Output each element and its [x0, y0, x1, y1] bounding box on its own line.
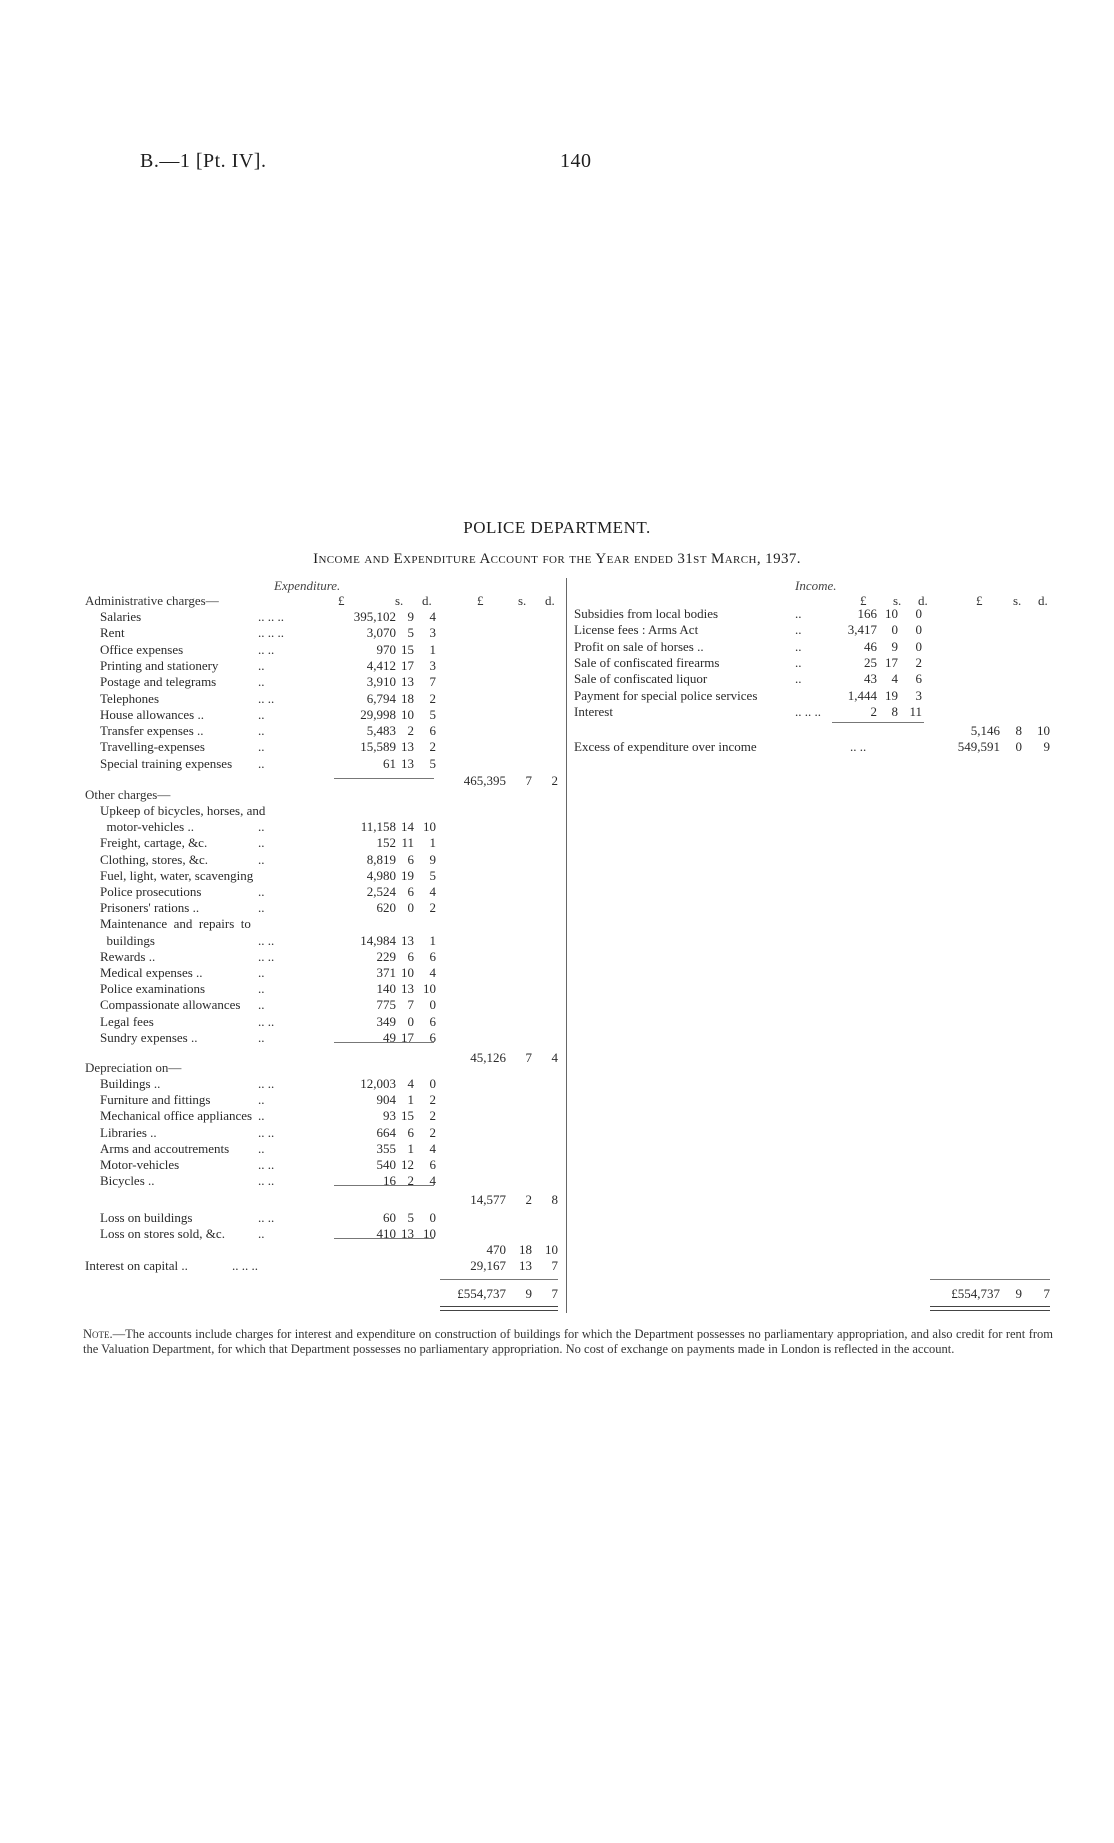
label: Loss on stores sold, &c.	[100, 1226, 225, 1241]
pounds: 60	[383, 1210, 396, 1225]
pounds: 6,794	[366, 690, 396, 706]
leader-dots: ..	[258, 1092, 265, 1108]
pounds: 8,819	[366, 851, 396, 867]
shillings: 18	[401, 690, 414, 706]
loss-subtotal-rule	[334, 1238, 434, 1239]
other-charge-row	[0, 900, 1114, 916]
shillings: 9	[525, 1286, 532, 1301]
pounds: 229	[376, 948, 396, 964]
leader-dots: ..	[795, 671, 802, 687]
shillings: 15	[401, 1108, 414, 1124]
depreciation-row	[0, 1092, 1114, 1108]
label: Loss on buildings	[100, 1210, 193, 1225]
shillings: 8	[1015, 723, 1022, 738]
pounds: 14,984	[360, 932, 396, 948]
label: House allowances ..	[100, 706, 204, 722]
depreciation-total-row	[0, 1192, 1114, 1208]
inc-col-shillings: s.	[893, 593, 902, 608]
leader-dots: .. ..	[258, 1157, 275, 1172]
pence: 4	[429, 1140, 436, 1156]
pounds: 16	[383, 1173, 396, 1189]
expenditure-heading: Expenditure.	[274, 578, 341, 593]
pence: 2	[429, 1092, 436, 1108]
label: Transfer expenses ..	[100, 723, 204, 739]
shillings: 5	[407, 1210, 414, 1225]
shillings: 8	[891, 703, 898, 719]
shillings: 10	[401, 965, 414, 980]
pence: 10	[423, 981, 436, 997]
pounds: 45,126	[470, 1050, 506, 1065]
other-charge-row	[0, 981, 1114, 997]
shillings: 19	[885, 687, 898, 703]
pounds: 2,524	[366, 884, 396, 899]
pounds: 152	[376, 835, 396, 851]
shillings: 0	[407, 1013, 414, 1029]
pence: 2	[429, 690, 436, 706]
pence: 1	[429, 835, 436, 851]
pence: 3	[429, 657, 436, 673]
label: Medical expenses ..	[100, 965, 203, 980]
other-charge-row	[0, 803, 1114, 819]
pence: 4	[429, 884, 436, 899]
leader-dots: ..	[258, 706, 265, 722]
shillings: 6	[407, 948, 414, 964]
exp-total-col-pence: d.	[545, 593, 555, 608]
pence: 4	[429, 609, 436, 624]
pence: 1	[429, 932, 436, 948]
other-charge-row	[0, 1030, 1114, 1046]
label: Payment for special police services	[574, 687, 758, 703]
label: Postage and telegrams	[100, 674, 217, 690]
pence: 6	[429, 723, 436, 739]
pounds: 3,070	[366, 625, 396, 641]
pence: 10	[1037, 723, 1050, 738]
pence: 7	[1043, 1286, 1050, 1301]
pounds: 4,412	[366, 657, 396, 673]
shillings: 2	[407, 723, 414, 739]
page-title: POLICE DEPARTMENT.	[463, 518, 651, 537]
excess-label: Excess of expenditure over income	[574, 739, 757, 754]
shillings: 10	[885, 606, 898, 621]
pounds: 970	[376, 641, 396, 657]
label: Freight, cartage, &c.	[100, 835, 208, 851]
leader-dots: ..	[258, 851, 265, 867]
leader-dots: ..	[795, 606, 802, 621]
other-charge-row	[0, 868, 1114, 884]
pounds: 540	[376, 1157, 396, 1172]
exp-total-col-pound: £	[477, 593, 484, 608]
income-row	[0, 639, 1114, 655]
pence: 2	[429, 1124, 436, 1140]
label: Sundry expenses ..	[100, 1029, 198, 1045]
footnote	[83, 1327, 1053, 1357]
label: Travelling-expenses	[100, 739, 205, 755]
depreciation-row	[0, 1173, 1114, 1189]
pence: 7	[429, 674, 436, 690]
admin-charges-label: Administrative charges—	[85, 593, 219, 608]
pounds: 904	[376, 1092, 396, 1108]
pounds: 395,102	[353, 609, 396, 624]
inc-total-col-shillings: s.	[1013, 593, 1022, 608]
label: Sale of confiscated liquor	[574, 671, 708, 687]
label: motor-vehicles ..	[100, 819, 194, 835]
pence: 0	[429, 1076, 436, 1091]
income-row	[0, 688, 1114, 704]
pence: 8	[551, 1192, 558, 1207]
shillings: 2	[407, 1173, 414, 1189]
leader-dots: ..	[795, 654, 802, 670]
label: Clothing, stores, &c.	[100, 851, 208, 867]
pounds: 61	[383, 755, 396, 771]
label: Compassionate allowances	[100, 997, 241, 1013]
income-grand-row	[0, 1286, 1114, 1302]
pence: 0	[429, 997, 436, 1013]
label: Legal fees	[100, 1013, 154, 1029]
pounds: 410	[376, 1226, 396, 1241]
pounds: 140	[376, 981, 396, 997]
label: License fees : Arms Act	[574, 622, 699, 638]
interest-label: Interest on capital ..	[85, 1258, 188, 1273]
label: Maintenance and repairs to	[100, 916, 251, 932]
loss-row	[0, 1226, 1114, 1242]
shillings: 9	[407, 609, 414, 624]
leader-dots: ..	[258, 884, 265, 899]
pounds: 12,003	[360, 1076, 396, 1091]
shillings: 17	[401, 657, 414, 673]
shillings: 0	[1015, 739, 1022, 754]
shillings: 6	[407, 1124, 414, 1140]
leader-dots: .. ..	[258, 1013, 275, 1029]
label: buildings	[100, 932, 155, 948]
other-charge-row	[0, 884, 1114, 900]
pence: 1	[429, 641, 436, 657]
shillings: 13	[401, 674, 414, 690]
pounds: 1,444	[847, 687, 877, 703]
pence: 3	[429, 625, 436, 641]
leader-dots: .. ..	[850, 739, 867, 754]
footnote-lead: Note.	[83, 1327, 113, 1341]
other-charge-row	[0, 835, 1114, 851]
label: Telephones	[100, 690, 160, 706]
loss-row	[0, 1210, 1114, 1226]
pence: 5	[429, 867, 436, 883]
other-charge-row	[0, 933, 1114, 949]
pence: 3	[915, 687, 922, 703]
leader-dots: ..	[258, 900, 265, 916]
pence: 4	[429, 1173, 436, 1189]
other-charge-row	[0, 819, 1114, 835]
leader-dots: ..	[258, 739, 265, 755]
leader-dots: .. ..	[258, 948, 275, 964]
label: Fuel, light, water, scavenging	[100, 867, 254, 883]
excess-row-line	[0, 739, 1114, 755]
depreciation-row	[0, 1076, 1114, 1092]
label: Sale of confiscated firearms	[574, 654, 720, 670]
leader-dots: ..	[258, 755, 265, 771]
pence: 0	[915, 606, 922, 621]
pence: 6	[429, 1157, 436, 1172]
inc-col-pound: £	[860, 593, 867, 608]
pence: 0	[429, 1210, 436, 1225]
pounds: 15,589	[360, 739, 396, 755]
pounds: 166	[857, 606, 877, 621]
label: Office expenses	[100, 641, 184, 657]
shillings: 2	[525, 1192, 532, 1207]
label: Buildings ..	[100, 1076, 161, 1091]
leader-dots: ..	[258, 997, 265, 1013]
pounds: 620	[376, 900, 396, 916]
label: Subsidies from local bodies	[574, 606, 719, 621]
leader-dots: ..	[258, 674, 265, 690]
document-reference: B.—1 [Pt. IV].	[140, 150, 267, 172]
pounds: 29,998	[360, 706, 396, 722]
inc-total-col-pence: d.	[1038, 593, 1048, 608]
pounds: £554,737	[951, 1286, 1000, 1301]
shillings: 15	[401, 641, 414, 657]
depreciation-subtotal-rule	[334, 1185, 434, 1186]
pounds: 355	[376, 1140, 396, 1156]
shillings: 1	[407, 1140, 414, 1156]
pounds: 470	[486, 1242, 506, 1257]
other-charge-row	[0, 997, 1114, 1013]
exp-col-pence: d.	[422, 593, 432, 608]
pence: 0	[915, 638, 922, 654]
exp-total-col-shillings: s.	[518, 593, 527, 608]
shillings: 13	[519, 1258, 532, 1273]
shillings: 5	[407, 625, 414, 641]
label: Libraries ..	[100, 1124, 157, 1140]
pence: 2	[429, 739, 436, 755]
pounds: 3,910	[366, 674, 396, 690]
pence: 6	[915, 671, 922, 687]
pounds: 5,483	[366, 723, 396, 739]
pounds: 11,158	[360, 819, 396, 835]
pounds: 664	[376, 1124, 396, 1140]
shillings: 13	[401, 932, 414, 948]
leader-dots: ..	[258, 965, 265, 980]
pounds: 4,980	[366, 867, 396, 883]
income-row	[0, 704, 1114, 720]
shillings: 18	[519, 1242, 532, 1257]
other-charge-row	[0, 965, 1114, 981]
label: Bicycles ..	[100, 1173, 155, 1189]
expenditure-double-rule	[440, 1306, 558, 1311]
label: Furniture and fittings	[100, 1092, 211, 1108]
label: Special training expenses	[100, 755, 233, 771]
leader-dots: .. ..	[258, 1124, 275, 1140]
depreciation-row	[0, 1108, 1114, 1124]
shillings: 13	[401, 755, 414, 771]
leader-dots: .. ..	[258, 1173, 275, 1189]
pence: 11	[909, 703, 922, 719]
pence: 5	[429, 706, 436, 722]
exp-col-pound: £	[338, 593, 345, 608]
label: Interest	[574, 703, 613, 719]
pence: 0	[915, 622, 922, 638]
shillings: 17	[401, 1029, 414, 1045]
label: Salaries	[100, 609, 142, 624]
shillings: 13	[401, 1226, 414, 1241]
pounds: 5,146	[970, 723, 1000, 738]
other-charge-row	[0, 852, 1114, 868]
shillings: 13	[401, 981, 414, 997]
label: Police examinations	[100, 981, 206, 997]
exp-col-shillings: s.	[395, 593, 404, 608]
pence: 2	[429, 1108, 436, 1124]
shillings: 9	[891, 638, 898, 654]
leader-dots: ..	[258, 1029, 265, 1045]
pence: 6	[429, 1013, 436, 1029]
income-row	[0, 606, 1114, 622]
depreciation-row	[0, 1125, 1114, 1141]
shillings: 13	[401, 739, 414, 755]
loss-total-row	[0, 1242, 1114, 1258]
other-charge-row	[0, 949, 1114, 965]
label: Rewards ..	[100, 948, 156, 964]
shillings: 7	[407, 997, 414, 1013]
income-double-rule	[930, 1306, 1050, 1311]
pounds: 349	[376, 1013, 396, 1029]
shillings: 4	[891, 671, 898, 687]
leader-dots: ..	[258, 819, 265, 835]
other-charge-row	[0, 1014, 1114, 1030]
label: Arms and accoutrements	[100, 1140, 230, 1156]
shillings: 0	[891, 622, 898, 638]
leader-dots: ..	[258, 723, 265, 739]
leader-dots: ..	[258, 981, 265, 997]
shillings: 1	[407, 1092, 414, 1108]
leader-dots: .. ..	[258, 690, 275, 706]
shillings: 7	[525, 773, 532, 788]
shillings: 12	[401, 1157, 414, 1172]
leader-dots: .. .. ..	[258, 609, 284, 624]
leader-dots: .. ..	[258, 1210, 275, 1225]
label: Mechanical office appliances	[100, 1108, 253, 1124]
pence: 4	[551, 1050, 558, 1065]
pence: 7	[551, 1286, 558, 1301]
leader-dots: .. ..	[258, 641, 275, 657]
pounds: £554,737	[457, 1286, 506, 1301]
pounds: 14,577	[470, 1192, 506, 1207]
inc-col-pence: d.	[918, 593, 928, 608]
page-number: 140	[560, 150, 592, 172]
leader-dots: ..	[258, 657, 265, 673]
income-total-row	[0, 723, 1114, 739]
pounds: 549,591	[957, 739, 1000, 754]
label: Rent	[100, 625, 125, 641]
other-subtotal-rule	[334, 1042, 434, 1043]
pounds: 3,417	[847, 622, 877, 638]
interest-row	[0, 1258, 1114, 1274]
pence: 10	[423, 1226, 436, 1241]
account-subtitle: Income and Expenditure Account for the Year ended 31st March, 1937.	[313, 551, 801, 567]
shillings: 6	[407, 851, 414, 867]
leader-dots: .. .. ..	[232, 1258, 258, 1273]
pounds: 46	[864, 638, 877, 654]
label: Police prosecutions	[100, 884, 202, 899]
leader-dots: .. ..	[258, 1076, 275, 1091]
leader-dots: ..	[795, 638, 802, 654]
leader-dots: .. .. ..	[258, 625, 284, 641]
pounds: 93	[383, 1108, 396, 1124]
pence: 6	[429, 1029, 436, 1045]
pence: 7	[551, 1258, 558, 1273]
depreciation-row	[0, 1141, 1114, 1157]
pence: 5	[429, 755, 436, 771]
inc-total-col-pound: £	[976, 593, 983, 608]
pounds: 49	[383, 1029, 396, 1045]
other-charge-row	[0, 916, 1114, 932]
shillings: 10	[401, 706, 414, 722]
footnote-text: —The accounts include charges for interest and expenditure on construction of buildings for which the Department possesses no parliamentary appropriation, and also credit for rent from the Valuation Department, for which that Department possesses no parliamentary appropriation. No cost of exchange on payments made in London is reflected in the account.	[83, 1327, 1053, 1356]
shillings: 19	[401, 867, 414, 883]
shillings: 7	[525, 1050, 532, 1065]
pence: 9	[429, 851, 436, 867]
pounds: 465,395	[463, 773, 506, 788]
shillings: 4	[407, 1076, 414, 1091]
leader-dots: ..	[258, 835, 265, 851]
income-row	[0, 655, 1114, 671]
pence: 10	[545, 1242, 558, 1257]
shillings: 6	[407, 884, 414, 899]
income-heading: Income.	[795, 578, 837, 593]
pounds: 775	[376, 997, 396, 1013]
leader-dots: .. ..	[258, 932, 275, 948]
income-total-rule	[930, 1279, 1050, 1280]
pence: 6	[429, 948, 436, 964]
leader-dots: ..	[258, 1140, 265, 1156]
income-row	[0, 622, 1114, 638]
pence: 2	[429, 900, 436, 916]
shillings: 14	[401, 819, 414, 835]
other-charges-label: Other charges—	[85, 787, 171, 802]
leader-dots: ..	[258, 1226, 265, 1241]
shillings: 11	[401, 835, 414, 851]
pounds: 43	[864, 671, 877, 687]
pence: 2	[551, 773, 558, 788]
pence: 2	[915, 654, 922, 670]
label: Prisoners' rations ..	[100, 900, 200, 916]
pence: 10	[423, 819, 436, 835]
label: Motor-vehicles	[100, 1157, 180, 1172]
expenditure-total-rule	[440, 1279, 558, 1280]
depreciation-row	[0, 1157, 1114, 1173]
leader-dots: .. .. ..	[795, 703, 821, 719]
pounds: 371	[376, 965, 396, 980]
shillings: 0	[407, 900, 414, 916]
income-row	[0, 671, 1114, 687]
label: Upkeep of bicycles, horses, and	[100, 803, 266, 818]
pounds: 29,167	[470, 1258, 506, 1273]
shillings: 17	[885, 654, 898, 670]
admin-charge-row	[0, 756, 1114, 772]
pounds: 2	[870, 703, 877, 719]
label: Profit on sale of horses ..	[574, 638, 704, 654]
depreciation-label: Depreciation on—	[85, 1060, 182, 1075]
pence: 9	[1043, 739, 1050, 754]
leader-dots: ..	[795, 622, 802, 638]
pounds: 25	[864, 654, 877, 670]
leader-dots: ..	[258, 1108, 265, 1124]
pence: 4	[429, 965, 436, 980]
shillings: 9	[1015, 1286, 1022, 1301]
label: Printing and stationery	[100, 657, 219, 673]
